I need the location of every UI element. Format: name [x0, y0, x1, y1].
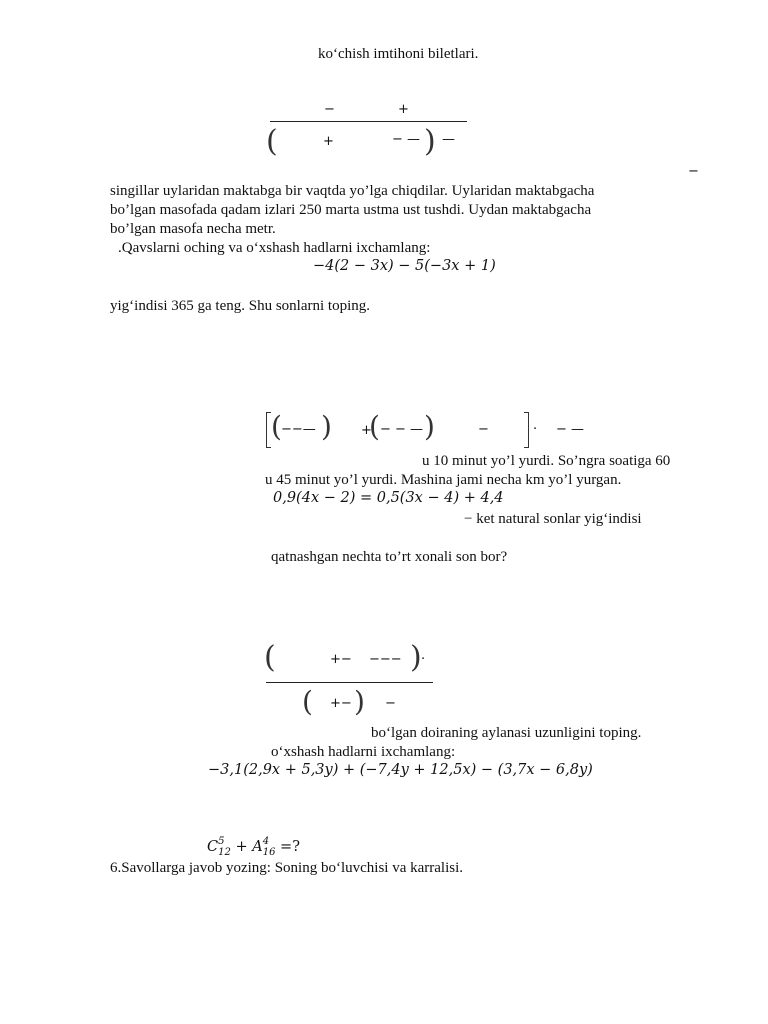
- text-line: singillar uylaridan maktabga bir vaqtda yo’lga chiqdilar. Uylaridan maktabgacha: [110, 183, 595, 199]
- minus-sign: −: [324, 102, 335, 117]
- a-subscript: 16: [262, 847, 276, 858]
- dashes: − − —: [380, 422, 424, 437]
- page-title: ko‘chish imtihoni biletlari.: [318, 46, 479, 62]
- plus-sign: +: [235, 839, 248, 855]
- text-line: qatnashgan nechta to’rt xonali son bor?: [271, 549, 508, 565]
- plus-sign: +: [361, 423, 372, 438]
- plus-sign: +: [323, 134, 334, 149]
- plus-minus: +−: [330, 652, 352, 667]
- text-line: o‘xshash hadlarni ixchamlang:: [271, 744, 456, 760]
- math-expression: −4(2 − 3x) − 5(−3x + 1): [313, 258, 496, 274]
- c-subscript: 12: [218, 847, 231, 858]
- plus-minus: +−: [330, 696, 352, 711]
- text-line: .Qavslarni oching va o‘xshash hadlarni ixchamlang:: [118, 240, 431, 256]
- left-paren: (: [271, 410, 282, 443]
- fraction-bar: [266, 682, 433, 683]
- math-expression: −3,1(2,9x + 5,3y) + (−7,4y + 12,5x) − (3,7x − 6,8y): [208, 762, 593, 778]
- left-paren: (: [266, 124, 278, 159]
- right-paren: ): [354, 685, 365, 718]
- right-paren: ): [321, 410, 332, 443]
- minus-sign: −: [385, 696, 396, 711]
- minus-sign: −: [478, 422, 489, 437]
- minus-dash: − —: [392, 132, 421, 147]
- left-paren: (: [264, 640, 276, 675]
- equals-question: =?: [280, 839, 300, 855]
- text-line: bo’lgan masofa necha metr.: [110, 221, 276, 237]
- a-superscript: 4: [262, 836, 270, 847]
- plus-sign: +: [398, 102, 409, 117]
- fraction-bar: [270, 121, 467, 122]
- left-paren: (: [369, 410, 380, 443]
- dashes: −−−: [369, 652, 402, 667]
- text-line: − ket natural sonlar yig‘indisi: [464, 511, 642, 527]
- math-expression: 0,9(4x − 2) = 0,5(3x − 4) + 4,4: [273, 490, 504, 506]
- c-superscript: 5: [218, 836, 225, 847]
- dot: ·: [421, 652, 426, 667]
- combinatorics-expression: [207, 836, 300, 858]
- text-line: bo‘lgan doiraning aylanasi uzunligini toping.: [371, 725, 642, 741]
- dash: —: [442, 132, 455, 147]
- a-symbol: A: [252, 839, 263, 855]
- dashes: − —: [556, 422, 585, 437]
- right-paren: ): [424, 124, 436, 159]
- text-line: u 10 minut yo’l yurdi. So’ngra soatiga 60: [422, 453, 671, 469]
- right-paren: ): [424, 410, 435, 443]
- text-line: bo’lgan masofada qadam izlari 250 marta ustma ust tushdi. Uydan maktabgacha: [110, 202, 592, 218]
- minus-sign: −: [688, 164, 699, 179]
- right-square-bracket: [524, 412, 529, 448]
- left-paren: (: [302, 685, 313, 718]
- dot: ·: [533, 422, 538, 437]
- text-line: 6.Savollarga javob yozing: Soning bo‘luvchisi va karralisi.: [110, 860, 463, 876]
- c-symbol: C: [207, 839, 219, 855]
- text-line: yig‘indisi 365 ga teng. Shu sonlarni toping.: [110, 298, 370, 314]
- dashes: −−—: [281, 422, 316, 437]
- text-line: u 45 minut yo’l yurdi. Mashina jami necha km yo’l yurgan.: [265, 472, 622, 488]
- right-paren: ): [410, 640, 422, 675]
